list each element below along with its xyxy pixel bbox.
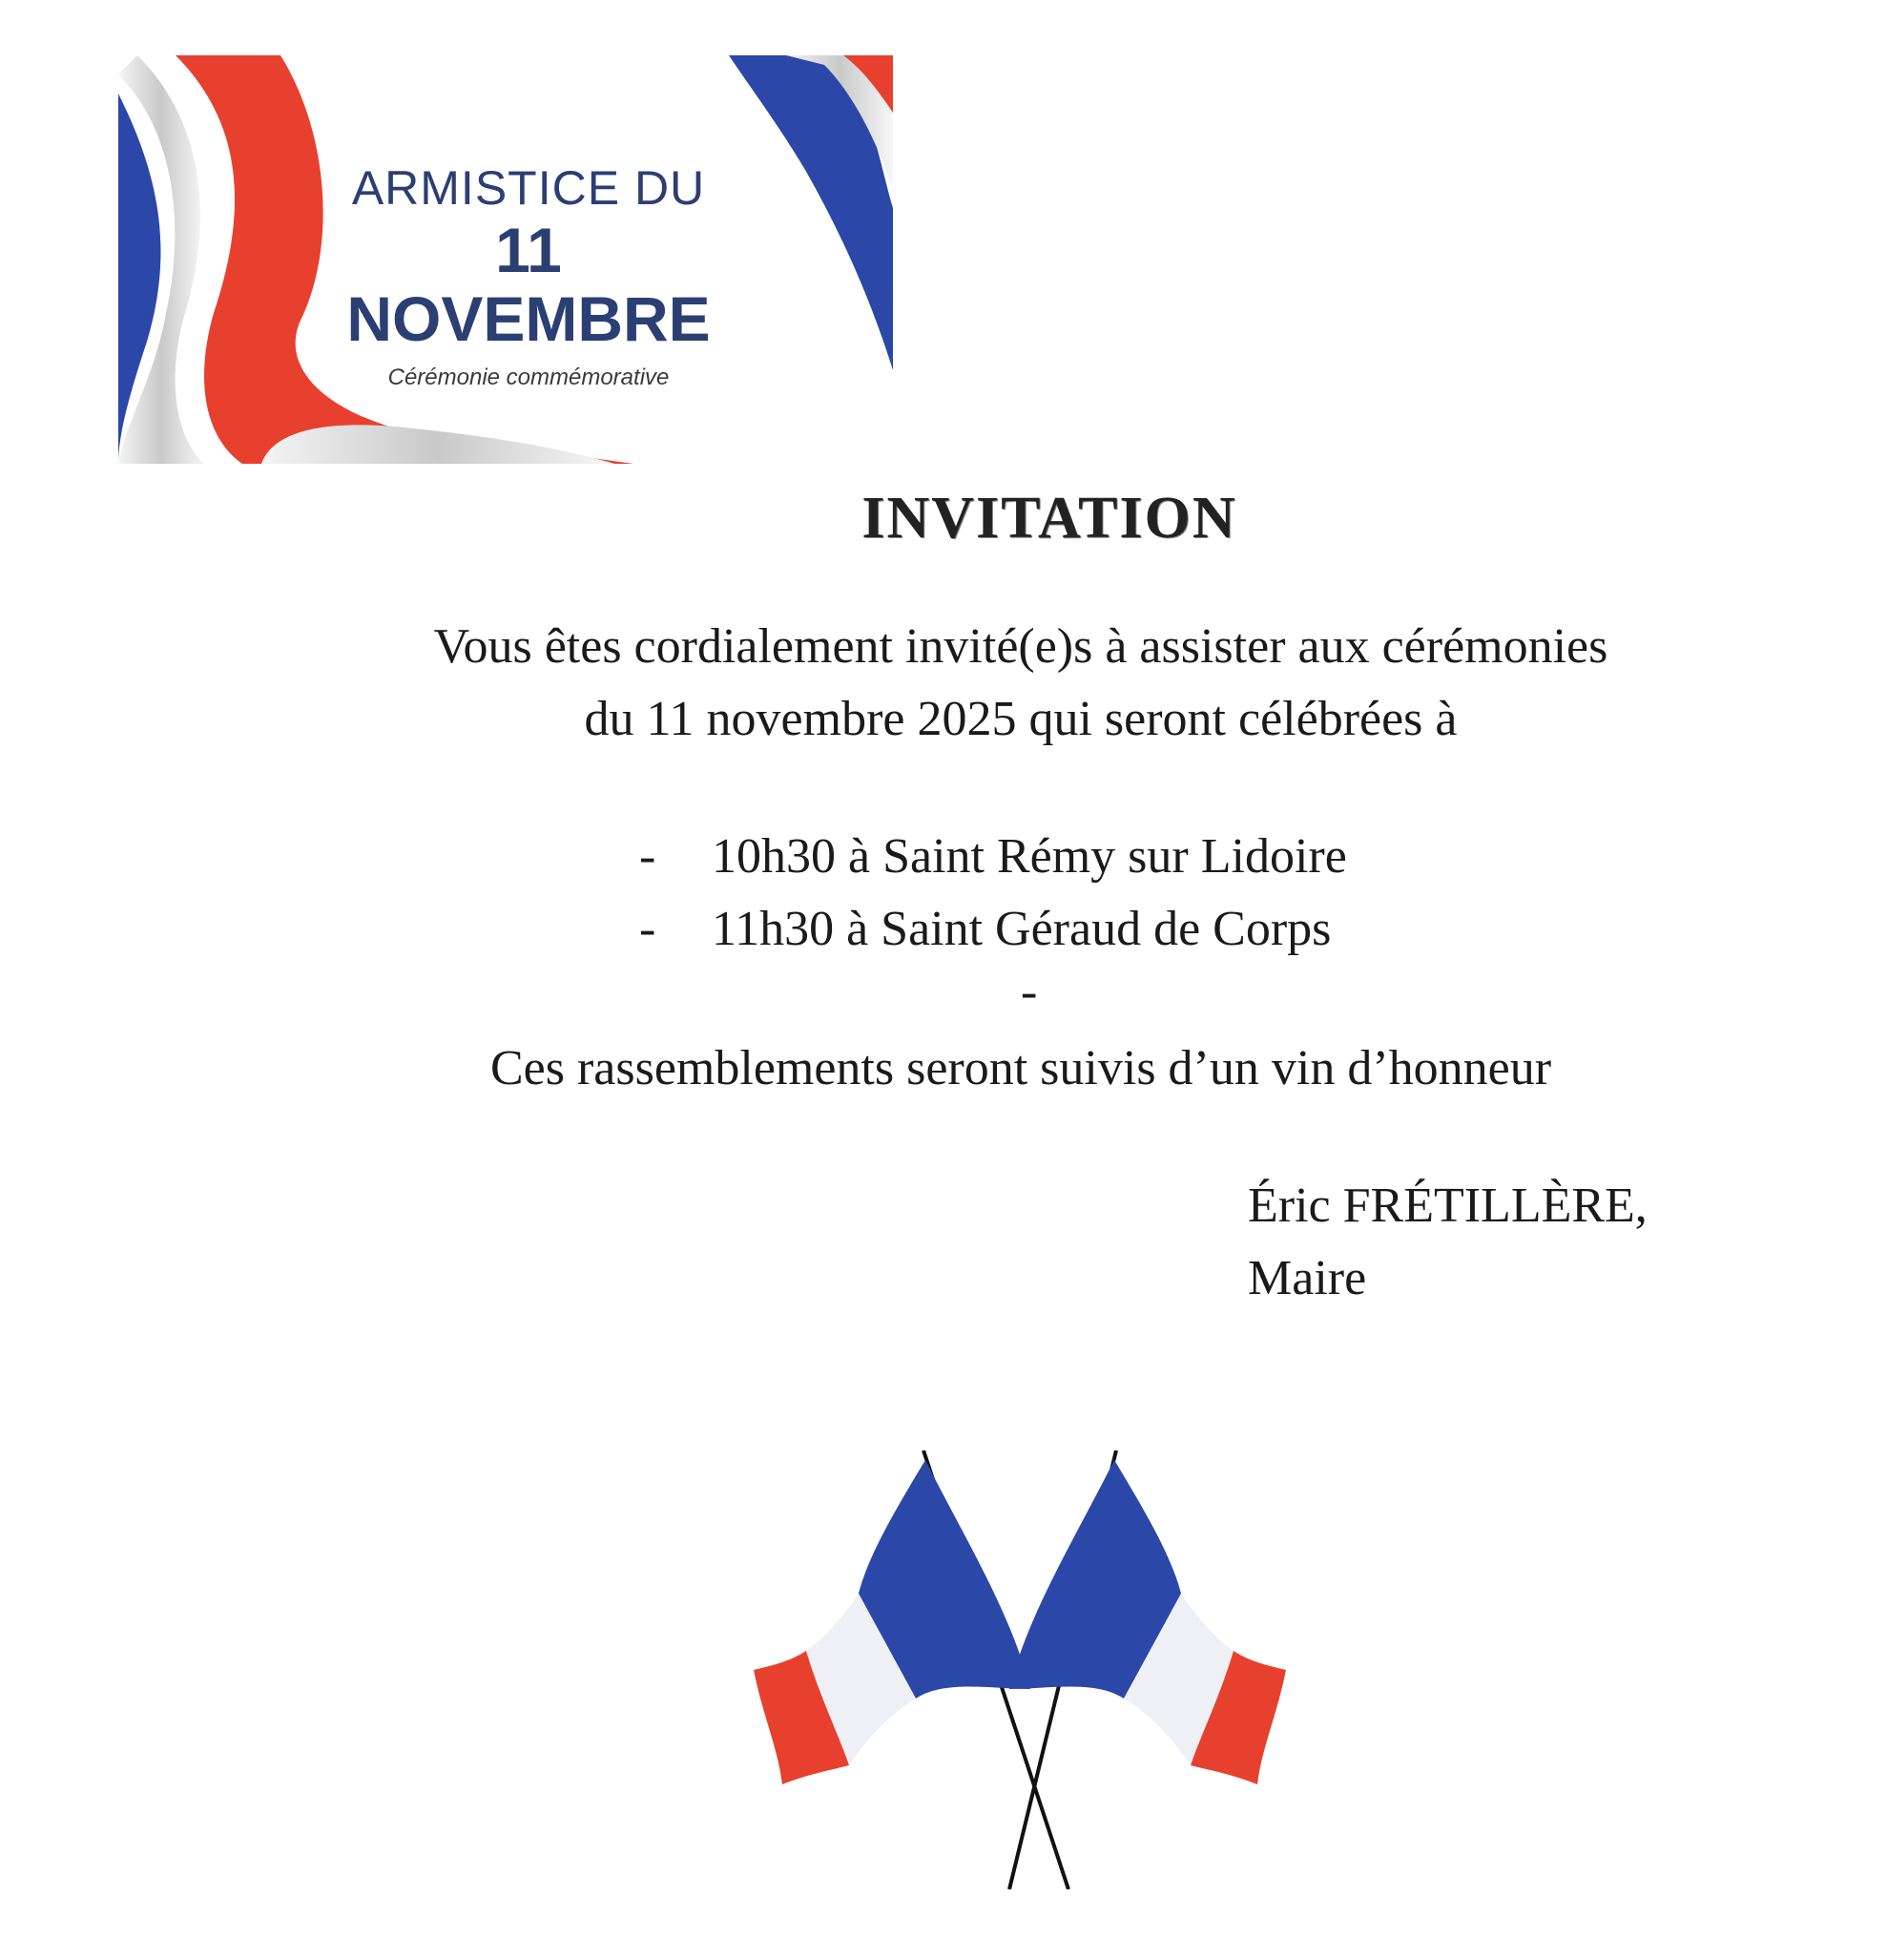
schedule-item-text: 11h30 à Saint Géraud de Corps [712,902,1332,956]
signature-name: Éric FRÉTILLÈRE, [1248,1178,1648,1233]
banner-title-block [319,160,738,397]
crossed-flags-illustration [735,1450,1307,1889]
signature-title: Maire [1248,1251,1367,1305]
list-item [639,821,1593,893]
schedule-list [639,821,1593,966]
banner-line-1: ARMISTICE DU [351,161,706,215]
intro-line-1: Vous êtes cordialement invité(e)s à assister aux cérémonies [433,619,1608,674]
stray-dash: - [1021,965,1038,1019]
intro-line-2: du 11 novembre 2025 qui seront célébrées à [584,692,1458,746]
intro-paragraph [258,611,1784,756]
list-item [639,893,1593,966]
list-bullet: - [639,829,656,884]
banner-subtitle: Cérémonie commémorative [387,365,670,390]
armistice-banner [118,55,893,464]
list-bullet: - [639,902,656,956]
closing-line: Ces rassemblements seront suivis d’un vin d’honneur [489,1041,1552,1095]
french-flag-right-icon [1009,1460,1286,1784]
schedule-item-text: 10h30 à Saint Rémy sur Lidoire [712,829,1347,884]
banner-line-2: 11 NOVEMBRE [346,215,711,354]
french-flag-left-icon [754,1460,1030,1784]
signature-block [1248,1170,1648,1315]
invitation-heading: INVITATION [861,486,1237,551]
